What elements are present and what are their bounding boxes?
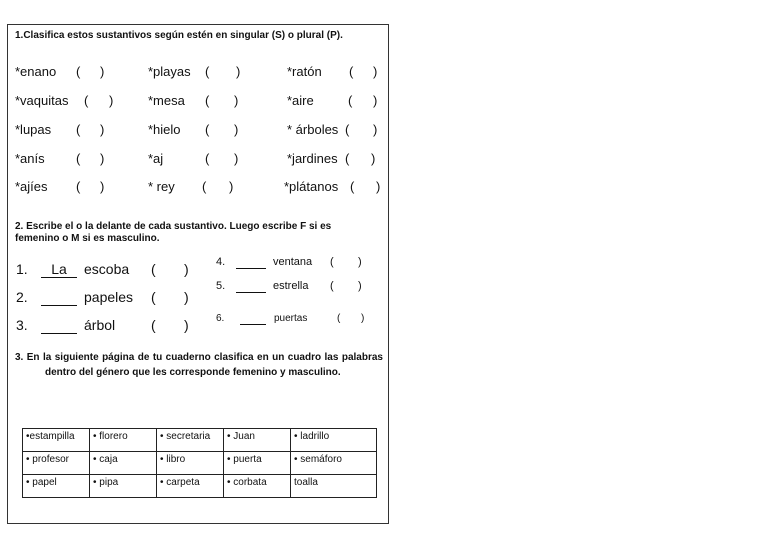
article-blank[interactable] xyxy=(41,317,77,334)
paren-open: ( xyxy=(330,256,334,268)
paren-close: ) xyxy=(184,317,189,333)
article-blank[interactable] xyxy=(41,289,77,306)
paren-close: ) xyxy=(373,93,378,108)
paren-close: ) xyxy=(358,256,362,268)
noun: árbol xyxy=(84,317,116,333)
table-cell: • semáforo xyxy=(291,452,377,475)
paren-open: ( xyxy=(202,179,207,194)
table-row xyxy=(23,429,377,452)
paren-open: ( xyxy=(151,261,156,277)
paren-open: ( xyxy=(76,64,81,79)
paren-open: ( xyxy=(345,151,350,166)
noun: escoba xyxy=(84,261,130,277)
noun: puertas xyxy=(274,313,308,324)
word-table xyxy=(22,428,377,498)
paren-open: ( xyxy=(76,151,81,166)
table-cell: • profesor xyxy=(23,452,90,475)
paren-open: ( xyxy=(205,93,210,108)
paren-open: ( xyxy=(205,122,210,137)
article-blank[interactable] xyxy=(240,313,266,325)
word-item: *enano xyxy=(15,64,57,79)
paren-close: ) xyxy=(184,261,189,277)
item-number: 5. xyxy=(216,280,226,292)
paren-open: ( xyxy=(350,179,355,194)
paren-open: ( xyxy=(337,313,341,324)
table-cell: toalla xyxy=(291,475,377,498)
paren-close: ) xyxy=(100,151,105,166)
paren-close: ) xyxy=(234,93,239,108)
paren-open: ( xyxy=(151,289,156,305)
item-number: 2. xyxy=(16,289,28,305)
article-blank[interactable] xyxy=(236,280,266,293)
paren-close: ) xyxy=(100,179,105,194)
word-item: *aj xyxy=(148,151,164,166)
paren-open: ( xyxy=(76,122,81,137)
word-item: * rey xyxy=(148,179,175,194)
paren-close: ) xyxy=(100,122,105,137)
paren-close: ) xyxy=(234,151,239,166)
paren-close: ) xyxy=(371,151,376,166)
table-cell: • papel xyxy=(23,475,90,498)
table-cell: • florero xyxy=(90,429,157,452)
word-item: *vaquitas xyxy=(15,93,69,108)
word-item: * árboles xyxy=(287,122,339,137)
section2-title-line2: femenino o M si es masculino. xyxy=(15,233,160,244)
table-cell: • Juan xyxy=(224,429,291,452)
item-number: 6. xyxy=(216,313,225,324)
paren-close: ) xyxy=(373,64,378,79)
paren-close: ) xyxy=(358,280,362,292)
paren-close: ) xyxy=(236,64,241,79)
paren-open: ( xyxy=(330,280,334,292)
paren-close: ) xyxy=(109,93,114,108)
word-item: *mesa xyxy=(148,93,185,108)
paren-open: ( xyxy=(349,64,354,79)
table-cell: • carpeta xyxy=(157,475,224,498)
paren-open: ( xyxy=(348,93,353,108)
table-row xyxy=(23,475,377,498)
paren-close: ) xyxy=(184,289,189,305)
word-item: *aire xyxy=(287,93,314,108)
paren-open: ( xyxy=(205,64,210,79)
paren-open: ( xyxy=(84,93,89,108)
table-cell: •estampilla xyxy=(23,429,90,452)
word-item: *jardines xyxy=(287,151,338,166)
article-blank[interactable]: La xyxy=(41,261,77,278)
article-blank[interactable] xyxy=(236,256,266,269)
paren-close: ) xyxy=(376,179,381,194)
paren-close: ) xyxy=(234,122,239,137)
table-cell: • caja xyxy=(90,452,157,475)
item-number: 1. xyxy=(16,261,28,277)
table-cell: • pipa xyxy=(90,475,157,498)
paren-open: ( xyxy=(76,179,81,194)
paren-open: ( xyxy=(205,151,210,166)
section2-title-line1: 2. Escribe el o la delante de cada sustantivo. Luego escribe F si es xyxy=(15,221,332,232)
word-item: *ajíes xyxy=(15,179,48,194)
table-cell: • libro xyxy=(157,452,224,475)
table-cell: • puerta xyxy=(224,452,291,475)
section1-title: 1.Clasifica estos sustantivos según estén en singular (S) o plural (P). xyxy=(15,30,343,41)
word-item: *anís xyxy=(15,151,45,166)
table-row xyxy=(23,452,377,475)
section3-text: 3. En la siguiente página de tu cuaderno clasifica en un cuadro las palabras dentro del género que les corresponde femenino y masculino. xyxy=(15,352,383,378)
word-item: *playas xyxy=(148,64,191,79)
worksheet xyxy=(7,24,389,524)
item-number: 4. xyxy=(216,256,226,268)
paren-close: ) xyxy=(373,122,378,137)
table-cell: • ladrillo xyxy=(291,429,377,452)
noun: papeles xyxy=(84,289,134,305)
word-item: *plátanos xyxy=(284,179,339,194)
paren-open: ( xyxy=(345,122,350,137)
word-item: *lupas xyxy=(15,122,52,137)
item-number: 3. xyxy=(16,317,28,333)
noun: estrella xyxy=(273,280,309,292)
paren-close: ) xyxy=(229,179,234,194)
table-cell: • corbata xyxy=(224,475,291,498)
noun: ventana xyxy=(273,256,313,268)
word-item: *hielo xyxy=(148,122,181,137)
word-item: *ratón xyxy=(287,64,322,79)
paren-close: ) xyxy=(100,64,105,79)
table-cell: • secretaria xyxy=(157,429,224,452)
paren-open: ( xyxy=(151,317,156,333)
paren-close: ) xyxy=(361,313,365,324)
section3-instructions xyxy=(15,350,383,380)
